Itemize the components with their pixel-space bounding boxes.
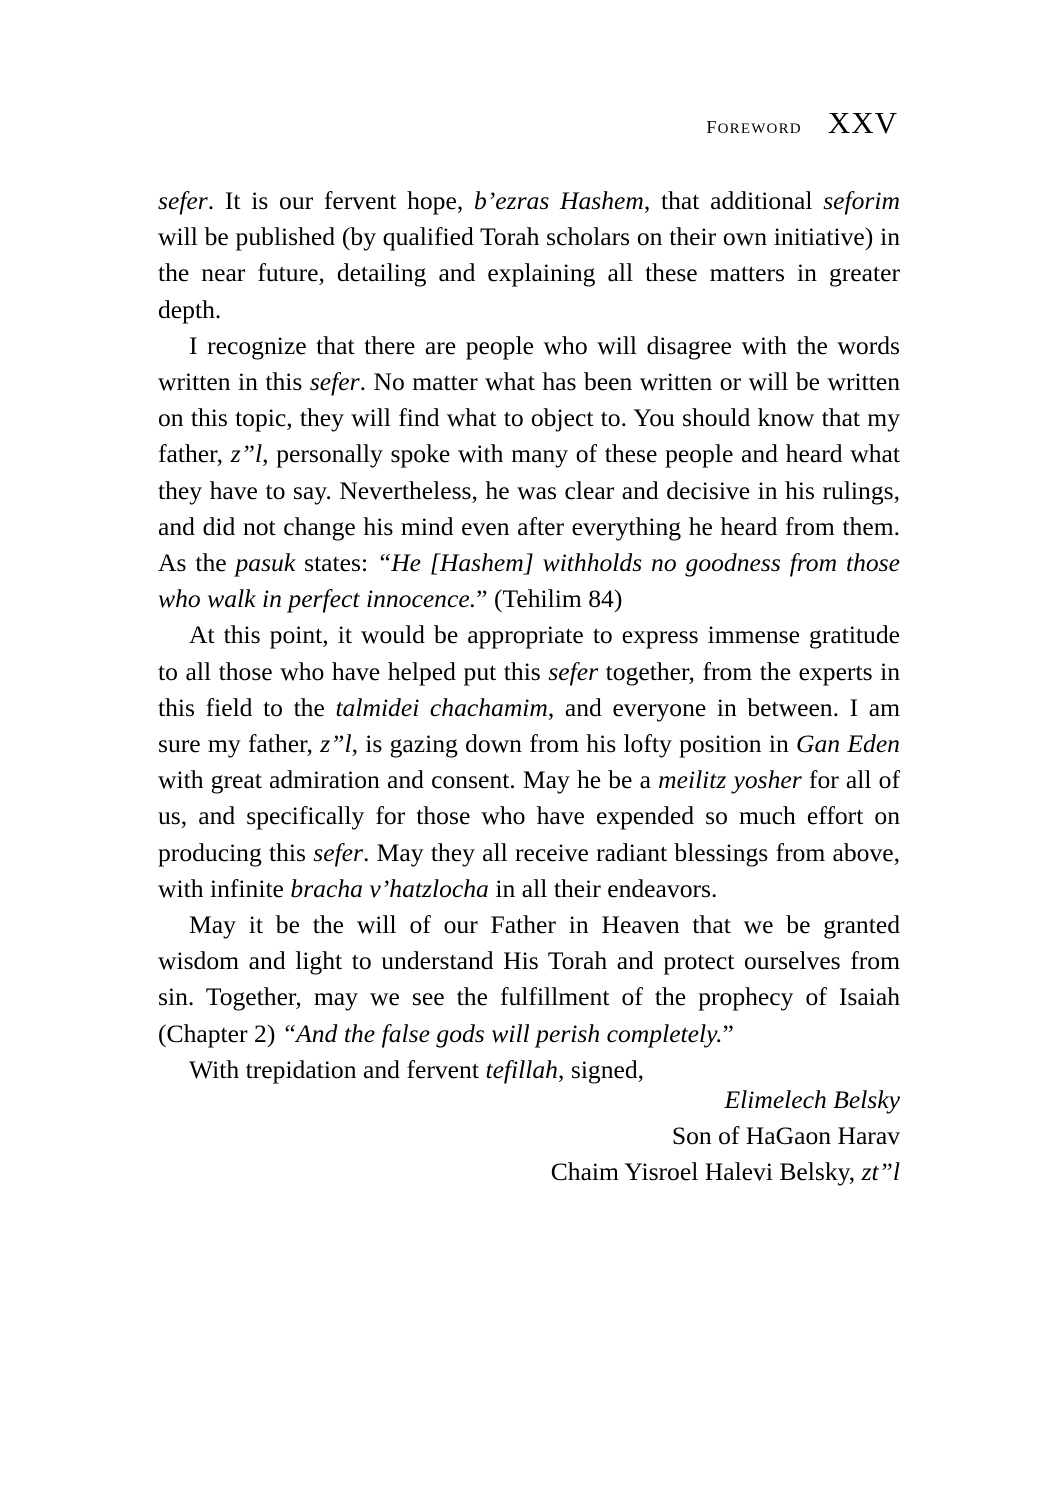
italic-term: zt”l (861, 1157, 900, 1187)
italic-term: pasuk (235, 548, 296, 578)
italic-term: sefer (158, 186, 208, 215)
paragraph: May it be the will of our Father in Heaven that we be granted wisdom and light to understand His Torah and protect ourselves from sin. Together, may we see the fulfillment of the prophecy of Isaiah (Chapter 2) “And the false gods will perish completely.” (158, 910, 900, 1048)
italic-term: tefillah (485, 1054, 558, 1084)
italic-term: meilitz yosher (658, 765, 802, 795)
italic-term: talmidei chachamim (335, 692, 548, 722)
italic-term: bracha v’hatzlocha (290, 873, 489, 903)
paragraph: At this point, it would be appropriate to express immense gratitude to all those who have helped put this sefer together, from the experts in this field to the talmidei chachamim, and everyone in between. I am sure my father, z”l, is gazing down from his lofty position in Gan Eden with great admiration and consent. May he be a meilitz yosher for all of us, and specifically for those who have expended so much effort on producing this sefer. May they all receive radiant blessings from above, with infinite bracha v’hatzlocha in all their endeavors. (158, 620, 900, 903)
italic-term: b’ezras Hashem (473, 186, 644, 215)
signature-name (158, 1082, 900, 1118)
paragraph: I recognize that there are people who will disagree with the words written in this sefer. No matter what has been written or will be written on this topic, they will find what to object to. You should know that my father, z”l, personally spoke with many of these people and heard what they have to say. Nevertheless, he was clear and decisive in his rulings, and did not change his mind even after everything he heard from them. As the pasuk states: “He [Hashem] withholds no goodness from those who walk in perfect innocence.” (Tehilim 84) (158, 330, 901, 614)
body-text-block (158, 183, 900, 1088)
running-head (158, 107, 898, 149)
italic-term: sefer (313, 837, 364, 867)
italic-term: sefer (548, 656, 599, 686)
italic-term: Gan Eden (796, 729, 900, 759)
italic-term: “He [Hashem] withholds no goodness from those who walk in perfect innocence. (158, 548, 901, 614)
italic-term: sefer (309, 367, 360, 397)
italic-term: Elimelech Belsky (724, 1085, 900, 1114)
italic-term: z”l (230, 439, 263, 469)
signature-block (158, 1082, 900, 1191)
italic-term: z”l (320, 729, 352, 759)
paragraph: With trepidation and fervent tefillah, signed, (189, 1054, 645, 1084)
paragraph: sefer. It is our fervent hope, b’ezras Hashem, that additional seforim will be published (by qualified Torah scholars on their own initiative) in the near future, detailing and explaining all these matters in greater depth. (158, 186, 900, 324)
italic-term: “And the false gods will perish completely. (281, 1018, 723, 1048)
signature-relation: Son of HaGaon Harav (671, 1121, 900, 1151)
signature-father-name: Chaim Yisroel Halevi Belsky, zt”l (550, 1157, 900, 1187)
page-number: XXV (827, 105, 898, 140)
italic-term: seforim (823, 186, 900, 215)
running-head-label: foreword (706, 112, 802, 139)
